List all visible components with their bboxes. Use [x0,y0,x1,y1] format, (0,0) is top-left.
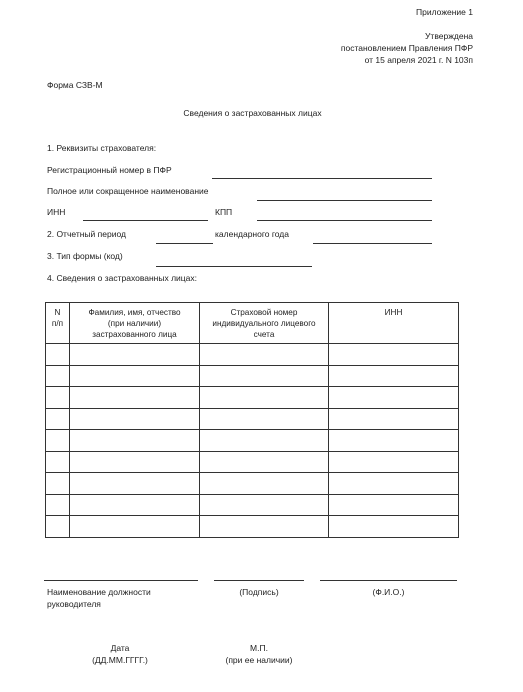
table-cell[interactable] [200,516,329,538]
table-cell[interactable] [329,344,459,366]
period-label: 2. Отчетный период [47,229,126,239]
table-row [46,387,459,409]
table-cell[interactable] [46,494,70,516]
col-inn-label: ИНН [384,308,403,317]
sign-label: (Подпись) [239,587,279,597]
reg-number-field[interactable] [212,178,432,179]
table-row [46,473,459,495]
table-row [46,516,459,538]
table-row [46,430,459,452]
fio-signature-line[interactable] [320,580,457,581]
table-row [46,344,459,366]
table-cell[interactable] [329,451,459,473]
section1-heading: 1. Реквизиты страхователя: [47,143,157,153]
col-snils-line2: индивидуального лицевого [212,319,316,328]
table-cell[interactable] [46,430,70,452]
table-cell[interactable] [46,365,70,387]
document-title: Сведения о застрахованных лицах [183,108,322,118]
col-fullname-line2: (при наличии) [107,319,162,328]
col-fullname-line3: застрахованного лица [92,330,177,339]
col-number-line1: N [54,308,61,317]
col-number-header [46,303,70,344]
table-cell[interactable] [200,451,329,473]
stamp-label-line1: М.П. [250,643,268,653]
sign-signature-line[interactable] [214,580,304,581]
table-cell[interactable] [329,430,459,452]
table-cell[interactable] [70,473,200,495]
approved-line-1: Утверждена [425,31,473,41]
table-cell[interactable] [46,408,70,430]
kpp-field[interactable] [257,220,432,221]
name-field[interactable] [257,200,432,201]
table-row [46,451,459,473]
table-cell[interactable] [46,451,70,473]
period-field[interactable] [156,243,213,244]
inn-field[interactable] [83,220,208,221]
inn-label: ИНН [47,207,66,217]
col-snils-line3: счета [253,330,275,339]
position-label-line2: руководителя [47,599,101,609]
date-label-line2: (ДД.ММ.ГГГГ.) [92,655,148,665]
table-cell[interactable] [70,344,200,366]
stamp-label-line2: (при ее наличии) [225,655,293,665]
table-header-row [46,303,459,344]
date-label-line1: Дата [110,643,130,653]
table-cell[interactable] [46,344,70,366]
col-snils-line1: Страховой номер [230,308,298,317]
table-cell[interactable] [329,494,459,516]
kpp-label: КПП [215,207,233,217]
table-cell[interactable] [329,516,459,538]
insured-persons-table [45,302,459,538]
table-cell[interactable] [200,408,329,430]
table-cell[interactable] [70,408,200,430]
appendix-label: Приложение 1 [416,7,473,17]
table-cell[interactable] [70,451,200,473]
table-cell[interactable] [329,473,459,495]
table-body [46,344,459,538]
table-row [46,365,459,387]
approved-line-3: от 15 апреля 2021 г. N 103п [364,55,473,65]
col-fullname-header [70,303,200,344]
name-label: Полное или сокращенное наименование [47,186,209,196]
table-cell[interactable] [200,344,329,366]
year-field[interactable] [313,243,432,244]
col-inn-header [329,303,459,344]
position-signature-line[interactable] [44,580,198,581]
table-cell[interactable] [329,365,459,387]
table-cell[interactable] [200,494,329,516]
reg-number-label: Регистрационный номер в ПФР [47,165,172,175]
insured-persons-label: 4. Сведения о застрахованных лицах: [47,273,198,283]
table-cell[interactable] [70,365,200,387]
table-cell[interactable] [46,387,70,409]
table-cell[interactable] [70,430,200,452]
table-cell[interactable] [200,473,329,495]
col-fullname-line1: Фамилия, имя, отчество [88,308,181,317]
form-type-label: 3. Тип формы (код) [47,251,123,261]
approved-line-2: постановлением Правления ПФР [340,43,473,53]
table-cell[interactable] [329,408,459,430]
position-label-line1: Наименование должности [47,587,151,597]
col-snils-header [200,303,329,344]
table-cell[interactable] [46,473,70,495]
table-cell[interactable] [200,365,329,387]
table-row [46,494,459,516]
fio-label: (Ф.И.О.) [372,587,405,597]
table-cell[interactable] [70,387,200,409]
table-cell[interactable] [329,387,459,409]
table-row [46,408,459,430]
form-type-field[interactable] [156,266,312,267]
period-suffix: календарного года [215,229,289,239]
col-number-line2: п/п [51,319,64,328]
table-cell[interactable] [70,494,200,516]
table-cell[interactable] [200,430,329,452]
table-cell[interactable] [70,516,200,538]
form-name: Форма СЗВ-М [47,80,103,90]
table-cell[interactable] [200,387,329,409]
table-cell[interactable] [46,516,70,538]
